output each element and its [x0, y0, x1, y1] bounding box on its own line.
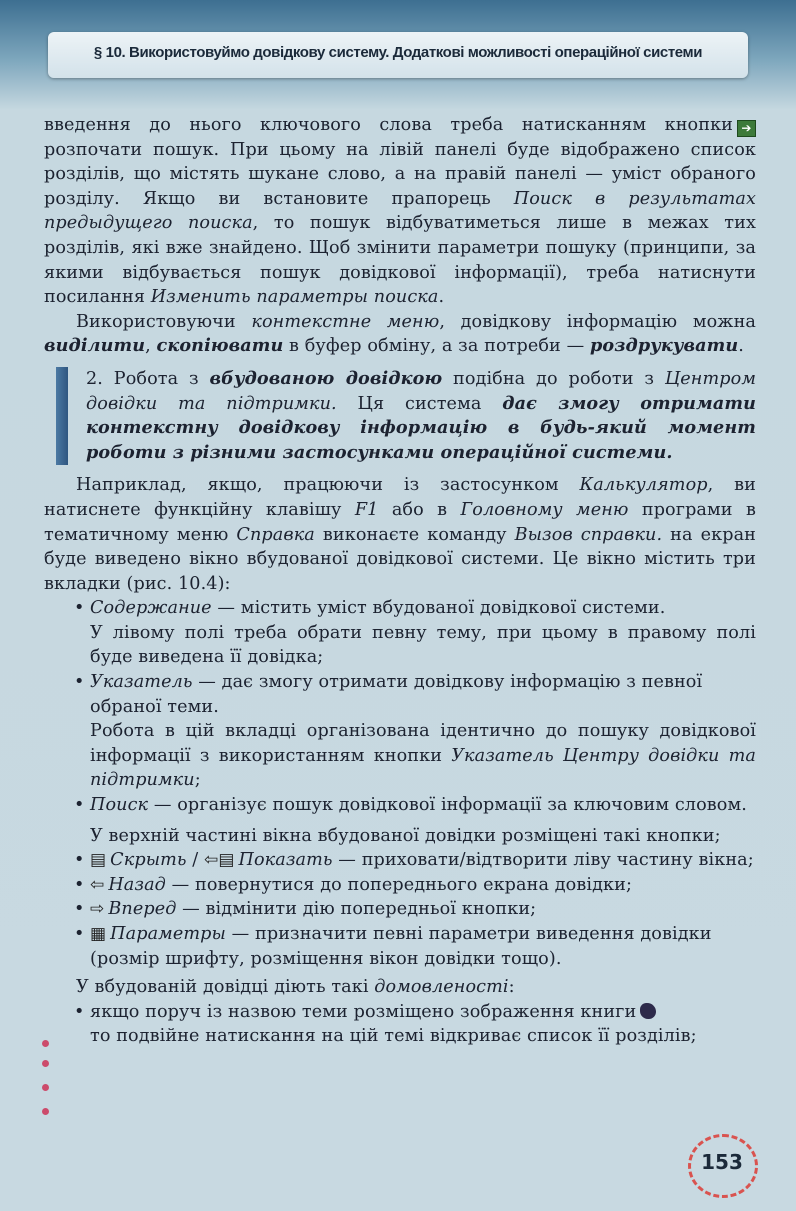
show-pane-icon: ⇦▤	[204, 850, 235, 871]
list-item: • ▤ Скрыть / ⇦▤ Показать — приховати/відтворити ліву частину вікна;	[44, 848, 756, 873]
page-number: 153	[701, 1150, 743, 1174]
list-item-detail: Робота в цій вкладці організована ідентично до пошуку довідкової інформації з використанням кнопки Указатель Центру довідки та підтримки;	[90, 721, 756, 791]
paragraph-search-1: введення до нього ключового слова треба натисканням кнопки ➔ розпочати пошук. При цьому на лівій панелі буде відображено список розділів, що містять шукане слово, а на правій панелі — уміст обраного розділу. Якщо ви встановите прапорець Поиск в результатах предыдущего поиска, то пошук відбуватиметься лише в межах тих розділів, які вже знайдено. Щоб змінити параметри пошуку (принципи, за якими відбувається пошук довідкової інформації), треба натиснути посилання Изменить параметры поиска.	[44, 115, 756, 308]
section-header: § 10. Використовуймо довідкову систему. Додаткові можливості операційної системи	[93, 44, 703, 61]
list-item: • Указатель — дає змогу отримати довідкову інформацію з певної обраної теми.	[74, 672, 703, 717]
forward-arrow-icon: ⇨	[90, 899, 105, 920]
paragraph-example: Наприклад, якщо, працюючи із застосунком Калькулятор, ви натиснете функційну клавішу F1 або в Головному меню програми в тематичному меню Справка виконаєте команду Вызов справки. на екран буде виведено вікно вбудованої довідкової системи. Це вікно містить три вкладки (рис. 10.4):	[44, 475, 757, 594]
options-icon: ▦	[90, 924, 107, 944]
paragraph-conventions: У вбудованій довідці діють такі домовленості:	[76, 977, 515, 998]
list-item: • Поиск — організує пошук довідкової інформації за ключовим словом.	[74, 795, 747, 816]
list-item: • якщо поруч із назвою теми розміщено зображення книги то подвійне натискання на цій темі відкриває список її розділів;	[74, 1001, 697, 1047]
paragraph-context-menu: Використовуючи контекстне меню, довідкову інформацію можна виділити, скопіювати в буфер обміну, а за потреби — роздрукувати.	[44, 311, 757, 357]
list-item-detail: У лівому полі треба обрати певну тему, при цьому в правому полі буде виведена її довідка;	[90, 622, 756, 668]
page-content	[44, 113, 756, 1049]
buttons-intro: У верхній частині вікна вбудованої довідки розміщені такі кнопки;	[90, 825, 721, 846]
buttons-list	[44, 848, 756, 971]
margin-decoration	[40, 1040, 52, 1130]
list-item: • ⇨ Вперед — відмінити дію попередньої кнопки;	[44, 897, 756, 922]
paragraph-builtin-help: 2. Робота з вбудованою довідкою подібна до роботи з Центром довідки та підтримки. Ця система дає змогу отримати контекстну довідкову інформацію в будь-який момент роботи з різними застосунками операційної системи.	[86, 367, 757, 463]
hide-pane-icon: ▤	[90, 850, 107, 871]
tabs-list	[44, 596, 756, 621]
list-item: • ▦ Параметры — призначити певні параметри виведення довідки (розмір шрифту, розміщення вікон довідки тощо).	[74, 924, 712, 969]
back-arrow-icon: ⇦	[90, 874, 105, 895]
highlight-box	[84, 367, 756, 465]
list-item: • ⇦ Назад — повернутися до попереднього екрана довідки;	[44, 873, 756, 898]
list-item: • Содержание — містить уміст вбудованої довідкової системи.	[74, 598, 666, 619]
conventions-list	[44, 1000, 756, 1049]
highlight-bar	[56, 367, 68, 465]
search-enter-icon: ➔	[737, 120, 756, 137]
book-icon	[640, 1003, 656, 1019]
